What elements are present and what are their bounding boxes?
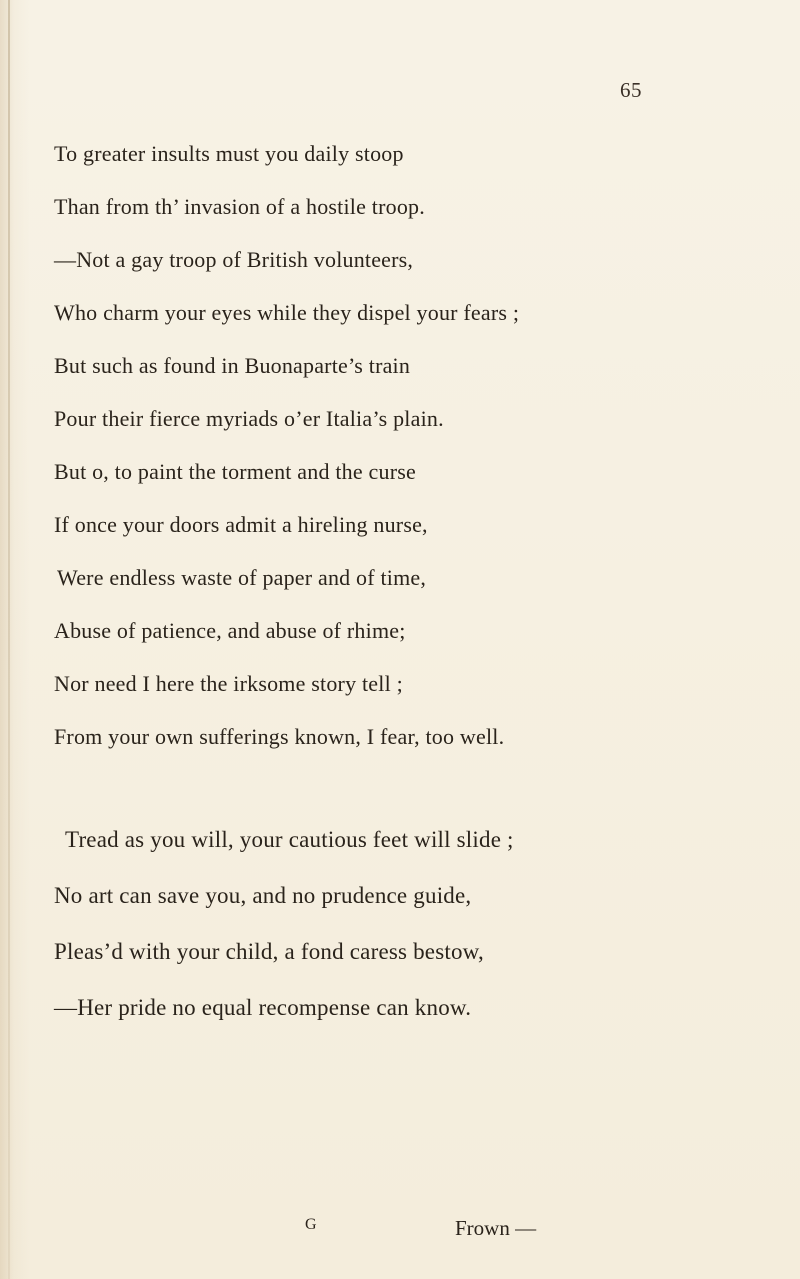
poem-line: Than from th’ invasion of a hostile troop. [54,194,425,219]
poem-line: —Her pride no equal recompense can know. [54,995,472,1020]
poem-line: From your own sufferings known, I fear, too well. [54,724,505,749]
poem-line: But such as found in Buonaparte’s train [54,353,411,378]
catchword: Frown — [455,1216,537,1240]
poem-line: Who charm your eyes while they dispel your fears ; [54,300,520,325]
poem-line: Pour their fierce myriads o’er Italia’s plain. [54,406,444,431]
poem-line: To greater insults must you daily stoop [54,141,404,166]
poem-line: Pleas’d with your child, a fond caress bestow, [54,939,484,964]
poem-line: —Not a gay troop of British volunteers, [54,247,414,272]
poem-line: Were endless waste of paper and of time, [57,565,427,590]
poem-line: No art can save you, and no prudence guide, [54,883,472,908]
page-number: 65 [620,78,642,102]
page-gutter [8,0,10,1279]
poem-stanza-1 [54,140,784,776]
poem-line: If once your doors admit a hireling nurse, [54,512,428,537]
signature-mark: G [305,1216,317,1233]
poem-stanza-2 [54,826,784,1050]
poem-line: Nor need I here the irksome story tell ; [54,671,403,696]
poem-line: But o, to paint the torment and the curse [54,459,416,484]
poem-line: Tread as you will, your cautious feet will slide ; [65,827,514,852]
poem-line: Abuse of patience, and abuse of rhime; [54,618,406,643]
